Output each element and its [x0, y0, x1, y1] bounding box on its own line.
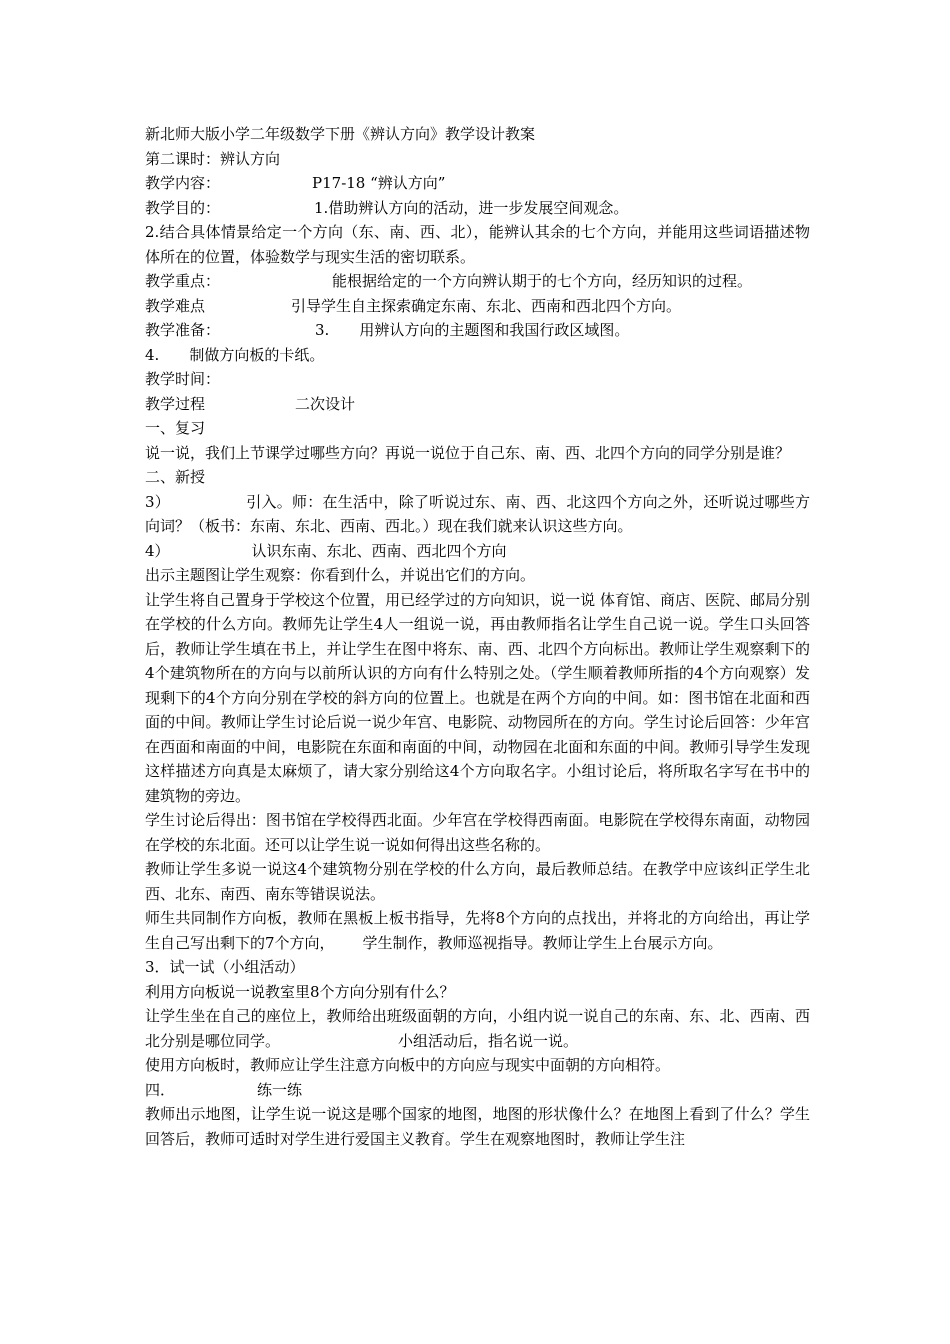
- paragraph-1: 出示主题图让学生观察：你看到什么，并说出它们的方向。: [145, 566, 536, 584]
- try-paragraph-2: 使用方向板时，教师应让学生注意方向板中的方向应与现实中面朝的方向相符。: [145, 1056, 671, 1074]
- prep4-value: 制做方向板的卡纸。: [189, 345, 325, 364]
- step3-text: 引入。师：在生活中，除了听说过东、南、西、北这四个方向之外，还听说过哪些方向词？（板书：东南、东北、西南、西北。）现在我们就来认识这些方向。: [145, 492, 810, 535]
- paragraph-5: [145, 906, 810, 955]
- step3-num: 3）: [145, 492, 171, 511]
- goal-label: 教学目的：: [145, 198, 221, 217]
- goal-value: 1.借助辨认方向的活动，进一步发展空间观念。: [314, 198, 629, 217]
- practice-num: 四．: [145, 1080, 176, 1099]
- step3-paragraph: [145, 490, 810, 539]
- process-label: 教学过程: [145, 394, 206, 413]
- step4-row: [145, 539, 810, 564]
- key-label: 教学重点：: [145, 272, 221, 290]
- new-heading: 二、新授: [145, 468, 206, 486]
- try-paragraph-1a: 让学生坐在自己的座位上，教师给出班级面朝的方向，小组内说一说自己的东南、东、北、西南、西北分别是哪位同学。: [145, 1007, 810, 1050]
- process-row: [145, 392, 810, 417]
- try-question: 利用方向板说一说教室里8个方向分别有什么？: [145, 982, 455, 1001]
- step4-text: 认识东南、东北、西南、西北四个方向: [251, 541, 507, 560]
- review-heading: 一、复习: [145, 419, 206, 437]
- try-paragraph-1b: 小组活动后，指名说一说。: [398, 1031, 579, 1050]
- practice-label: 练一练: [257, 1080, 303, 1099]
- difficulty-value: 引导学生自主探索确定东南、东北、西南和西北四个方向。: [291, 296, 682, 315]
- paragraph-4: 教师让学生多说一说这4个建筑物分别在学校的什么方向，最后教师总结。在教学中应该纠正学生北西、北东、南西、南东等错误说法。: [145, 860, 810, 903]
- difficulty-label: 教学难点: [145, 296, 206, 315]
- paragraph-5b: 学生制作，教师巡视指导。教师让学生上台展示方向。: [362, 933, 723, 952]
- try-heading: 3．试一试（小组活动）: [145, 958, 305, 976]
- prep-num: 3.: [315, 321, 330, 339]
- lesson-title: 第二课时：辨认方向: [145, 149, 281, 168]
- time-row: 教学时间：: [145, 370, 221, 388]
- practice-row: [145, 1078, 810, 1103]
- paragraph-2: 让学生将自己置身于学校这个位置，用已经学过的方向知识，说一说 体育馆、商店、医院、邮局分别在学校的什么方向。教师先让学生4人一组说一说，再由教师指名让学生自己说一说。学生口头回答后，教师让学生填在书上，并让学生在图中将东、南、西、北四个方向标出。教师让学生观察剩下的4个建筑物所在的方向与以前所认识的方向有什么特别之处。（学生顺着教师所指的4个方向观察）发现剩下的4个方向分别在学校的斜方向的位置上。也就是在两个方向的中间。如：图书馆在北面和西面的中间。教师让学生讨论后说一说少年宫、电影院、动物园所在的方向。学生讨论后回答：少年宫在西面和南面的中间，电影院在东面和南面的中间，动物园在北面和东面的中间。教师引导学生发现这样描述方向真是太麻烦了，请大家分别给这4个方向取名字。小组讨论后，将所取名字写在书中的建筑物的旁边。: [145, 590, 810, 805]
- key-value: 能根据给定的一个方向辨认期于的七个方向，经历知识的过程。: [332, 272, 753, 290]
- prep-row: [145, 318, 810, 343]
- second-design: 二次设计: [295, 394, 356, 413]
- content-value: P17-18 “辨认方向”: [312, 174, 446, 192]
- prep4-num: 4.: [145, 345, 160, 364]
- prep-value: 用辨认方向的主题图和我国行政区域图。: [359, 321, 630, 339]
- prep4-row: [145, 343, 810, 368]
- practice-text: 教师出示地图，让学生说一说这是哪个国家的地图，地图的形状像什么？在地图上看到了什么？学生回答后，教师可适时对学生进行爱国主义教育。学生在观察地图时，教师让学生注: [145, 1105, 810, 1148]
- paragraph-3: 学生讨论后得出：图书馆在学校得西北面。少年宫在学校得西南面。电影院在学校得东南面，动物园在学校的东北面。还可以让学生说一说如何得出这些名称的。: [145, 811, 810, 854]
- paragraph-5a: 师生共同制作方向板，教师在黑板上板书指导，先将8个方向的点找出，并将北的方向给出，再让学生自己写出剩下的7个方向，: [145, 909, 810, 952]
- key-row: [145, 269, 810, 294]
- goal-row: [145, 196, 810, 221]
- content-row: [145, 171, 810, 196]
- goal-2: 2.结合具体情景给定一个方向（东、南、西、北），能辨认其余的七个方向，并能用这些词语描述物体所在的位置，体验数学与现实生活的密切联系。: [145, 223, 810, 266]
- prep-label: 教学准备：: [145, 321, 221, 339]
- review-text: 说一说，我们上节课学过哪些方向？再说一说位于自己东、南、西、北四个方向的同学分别是谁？: [145, 443, 791, 462]
- doc-title: 新北师大版小学二年级数学下册《辨认方向》教学设计教案: [145, 125, 536, 143]
- content-label: 教学内容：: [145, 174, 221, 192]
- difficulty-row: [145, 294, 810, 319]
- step4-num: 4）: [145, 541, 170, 560]
- try-paragraph-1: [145, 1004, 810, 1053]
